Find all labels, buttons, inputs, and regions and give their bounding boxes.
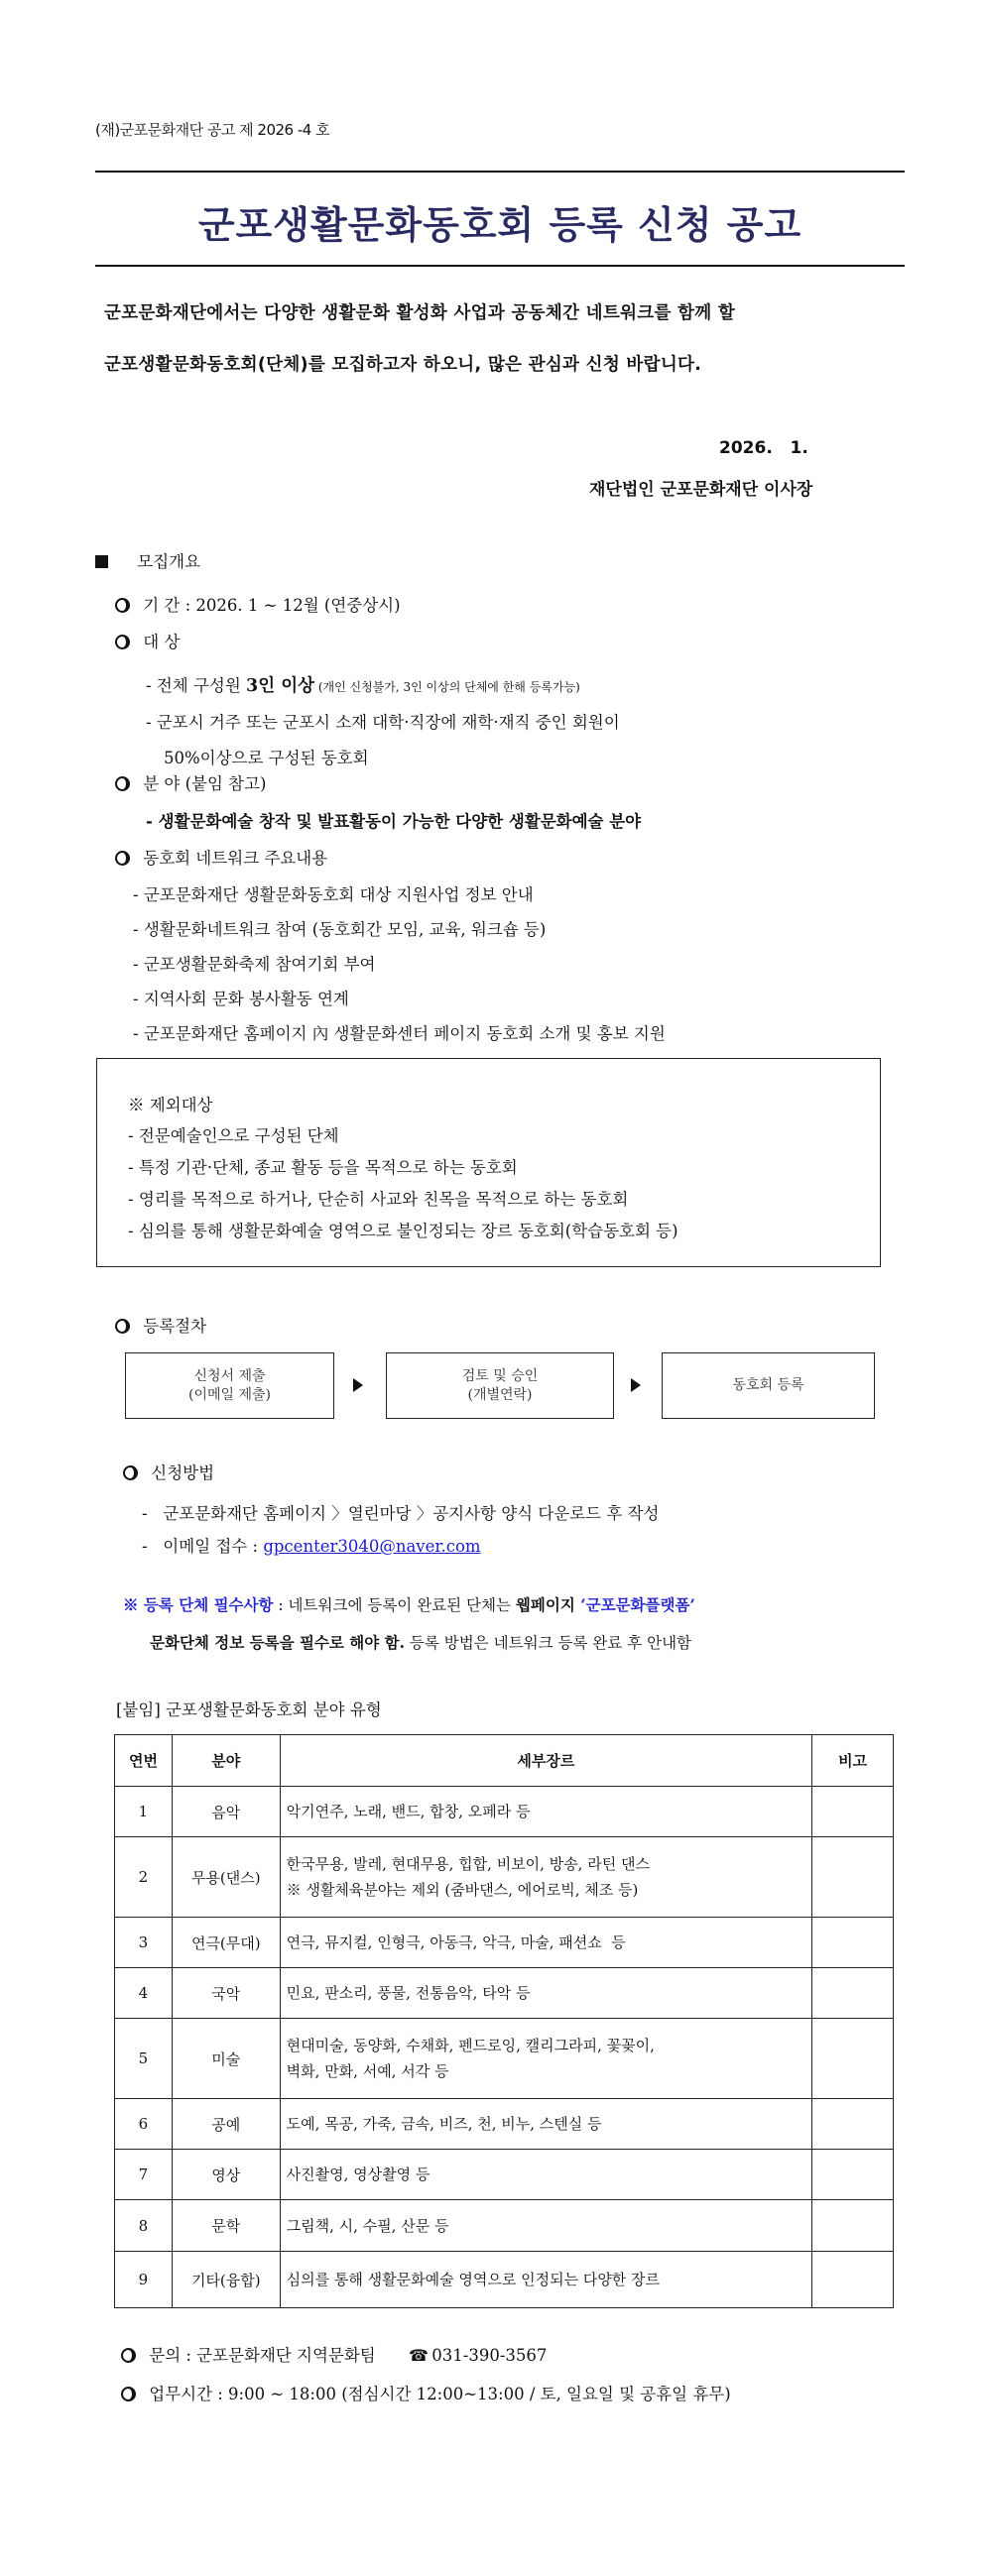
arrow-right-icon [353,1378,363,1392]
announcement-date: 2026. 1. [719,438,808,458]
application-item-2 [142,1533,481,1557]
network-item: - 군포문화재단 홈페이지 內 생활문화센터 페이지 동호회 소개 및 홍보 지원 [133,1024,666,1043]
target-item-1-bold: 3인 이상 [246,676,314,696]
circle-bullet-icon [115,598,130,613]
network-item: - 군포생활문화축제 참여기회 부여 [133,955,376,974]
contact-label: 문의 : 군포문화재단 지역문화팀 [149,2346,376,2365]
row-no: 4 [115,1968,173,2019]
step-2-title: 검토 및 승인 [461,1367,539,1384]
period-text: 기 간 : 2026. 1 ~ 12월 (연중상시) [143,596,401,615]
table-row [115,2252,894,2308]
row-field: 무용(댄스) [172,1837,280,1918]
row-note [812,2019,894,2099]
row-detail: 도예, 목공, 가죽, 금속, 비즈, 천, 비누, 스텐실 등 [280,2099,811,2150]
table-row [115,2200,894,2252]
circle-bullet-icon [115,776,130,791]
row-detail-line-2: ※ 생활체육분야는 제외 (줌바댄스, 에어로빅, 체조 등) [286,1881,639,1899]
procedure-section [115,1313,206,1337]
row-no: 5 [115,2019,173,2099]
row-detail: 그림책, 시, 수필, 산문 등 [280,2200,811,2252]
row-note [812,2200,894,2252]
exclusion-item: - 영리를 목적으로 하거나, 단순히 사교와 친목을 목적으로 하는 동호회 [128,1190,629,1209]
page-title: 군포생활문화동호회 등록 신청 공고 [197,203,802,247]
row-no: 2 [115,1837,173,1918]
header-bottom-rule [95,265,905,267]
exclusion-item: - 전문예술인으로 구성된 단체 [128,1126,339,1145]
exclusion-item: - 심의를 통해 생활문화예술 영역으로 불인정되는 장르 동호회(학습동호회 등) [128,1222,678,1240]
procedure-heading: 등록절차 [143,1317,207,1336]
overview-field [115,770,267,794]
circle-bullet-icon [121,2348,136,2363]
required-note-bold: 문화단체 정보 등록을 필수로 해야 함. [150,1633,405,1652]
step-3-title: 동호회 등록 [732,1377,804,1393]
circle-bullet-icon [115,1319,130,1334]
required-note-label: ※ 등록 단체 필수사항 [123,1595,274,1614]
intro-line-2: 군포생활문화동호회(단체)를 모집하고자 하오니, 많은 관심과 신청 바랍니다. [104,355,702,375]
procedure-step-2 [386,1352,614,1419]
row-field: 영상 [172,2150,280,2200]
network-label: 동호회 네트워크 주요내용 [143,849,328,868]
target-label: 대 상 [143,633,181,651]
email-link[interactable]: gpcenter3040@naver.com [263,1537,481,1556]
column-header-no: 연번 [115,1735,173,1787]
row-note [812,1787,894,1837]
required-note-text: : 네트워크에 등록이 완료된 단체는 [273,1596,516,1614]
target-item-2-line-1: - 군포시 거주 또는 군포시 소재 대학·직장에 재학·재직 중인 회원이 [146,713,620,732]
overview-period [115,592,401,616]
column-header-detail: 세부장르 [280,1735,811,1787]
table-header-row [115,1735,894,1787]
circle-bullet-icon [115,635,130,649]
target-item-1-prefix: - 전체 구성원 [146,676,247,695]
row-note [812,2252,894,2308]
genre-table [114,1734,894,2308]
hours-line [121,2381,731,2404]
section-overview-heading: 모집개요 [137,552,201,571]
target-item-1-note: (개인 신청불가, 3인 이상의 단체에 한해 등록가능) [314,680,580,694]
step-2-subtitle: (개별연락) [467,1386,533,1403]
row-detail-line-1: 한국무용, 발레, 현대무용, 힙합, 비보이, 방송, 라틴 댄스 [286,1855,650,1873]
row-detail: 악기연주, 노래, 밴드, 합창, 오페라 등 [280,1787,811,1837]
procedure-step-1 [125,1352,334,1419]
row-field: 미술 [172,2019,280,2099]
application-section [123,1460,214,1483]
arrow-right-icon [631,1378,641,1392]
table-row [115,1968,894,2019]
overview-network [115,845,327,869]
row-no: 1 [115,1787,173,1837]
network-item: - 지역사회 문화 봉사활동 연계 [133,990,349,1008]
row-no: 7 [115,2150,173,2200]
row-field: 국악 [172,1968,280,2019]
row-no: 9 [115,2252,173,2308]
row-note [812,1968,894,2019]
table-row [115,1787,894,1837]
business-hours: 업무시간 : 9:00 ~ 18:00 (점심시간 12:00~13:00 / 토, 일요일 및 공휴일 휴무) [149,2385,731,2403]
application-item-1: - 군포문화재단 홈페이지 〉열린마당 〉공지사항 양식 다운로드 후 작성 [142,1504,660,1523]
contact-line [121,2342,547,2366]
exclusions-heading: ※ 제외대상 [128,1096,213,1114]
row-field: 공예 [172,2099,280,2150]
target-item-2-line-2: 50%이상으로 구성된 동호회 [164,749,369,767]
required-note-line-2 [150,1631,691,1653]
row-no: 3 [115,1918,173,1968]
field-label: 분 야 (붙임 참고) [143,774,267,793]
table-row [115,2150,894,2200]
column-header-note: 비고 [812,1735,894,1787]
network-item: - 생활문화네트워크 참여 (동호회간 모임, 교육, 워크숍 등) [133,920,547,939]
phone-icon: ☎ [409,2346,429,2365]
row-no: 6 [115,2099,173,2150]
table-row [115,2019,894,2099]
required-note-text-2: 등록 방법은 네트워크 등록 완료 후 안내함 [404,1634,692,1652]
notice-number: (재)군포문화재단 공고 제 2026 -4 호 [95,121,330,139]
row-note [812,1918,894,1968]
field-item: - 생활문화예술 창작 및 발표활동이 가능한 다양한 생활문화예술 분야 [146,812,642,831]
circle-bullet-icon [123,1465,138,1480]
row-note [812,2099,894,2150]
target-item-1 [146,672,580,697]
intro-line-1: 군포문화재단에서는 다양한 생활문화 활성화 사업과 공동체간 네트워크를 함께 할 [104,303,736,323]
overview-target [115,629,180,652]
square-bullet-icon [95,555,108,568]
column-header-field: 분야 [172,1735,280,1787]
header-top-rule [95,171,905,173]
row-field: 기타(융합) [172,2252,280,2308]
row-detail-line-2: 벽화, 만화, 서예, 서각 등 [286,2062,449,2080]
row-detail [280,2019,811,2099]
row-field: 연극(무대) [172,1918,280,1968]
application-heading: 신청방법 [151,1464,215,1482]
row-no: 8 [115,2200,173,2252]
row-detail [280,1837,811,1918]
step-1-title: 신청서 제출 [193,1367,266,1384]
platform-name: ‘군포문화플랫폼’ [580,1595,695,1614]
row-detail: 연극, 뮤지컬, 인형극, 아동극, 악극, 마술, 패션쇼 등 [280,1918,811,1968]
row-field: 문학 [172,2200,280,2252]
circle-bullet-icon [115,851,130,866]
row-detail: 민요, 판소리, 풍물, 전통음악, 타악 등 [280,1968,811,2019]
exclusion-item: - 특정 기관·단체, 종교 활동 등을 목적으로 하는 동호회 [128,1158,518,1177]
row-field: 음악 [172,1787,280,1837]
attachment-title: [붙임] 군포생활문화동호회 분야 유형 [116,1700,382,1719]
row-note [812,1837,894,1918]
table-row [115,1837,894,1918]
section-overview [95,548,200,572]
circle-bullet-icon [121,2387,136,2401]
row-detail: 사진촬영, 영상촬영 등 [280,2150,811,2200]
row-detail-line-1: 현대미술, 동양화, 수채화, 펜드로잉, 캘리그라피, 꽃꽂이, [286,2037,655,2054]
step-1-subtitle: (이메일 제출) [188,1386,271,1403]
signer: 재단법인 군포문화재단 이사장 [589,480,813,500]
network-item: - 군포문화재단 생활문화동호회 대상 지원사업 정보 안내 [133,885,534,904]
email-label: - 이메일 접수 : [142,1537,264,1556]
table-row [115,1918,894,1968]
table-row [115,2099,894,2150]
phone-number: 031-390-3567 [431,2346,548,2365]
row-detail: 심의를 통해 생활문화예술 영역으로 인정되는 다양한 장르 [280,2252,811,2308]
required-note-line-1 [123,1593,695,1615]
procedure-step-3 [662,1352,875,1419]
required-note-webpage: 웹페이지 [515,1595,581,1614]
row-note [812,2150,894,2200]
